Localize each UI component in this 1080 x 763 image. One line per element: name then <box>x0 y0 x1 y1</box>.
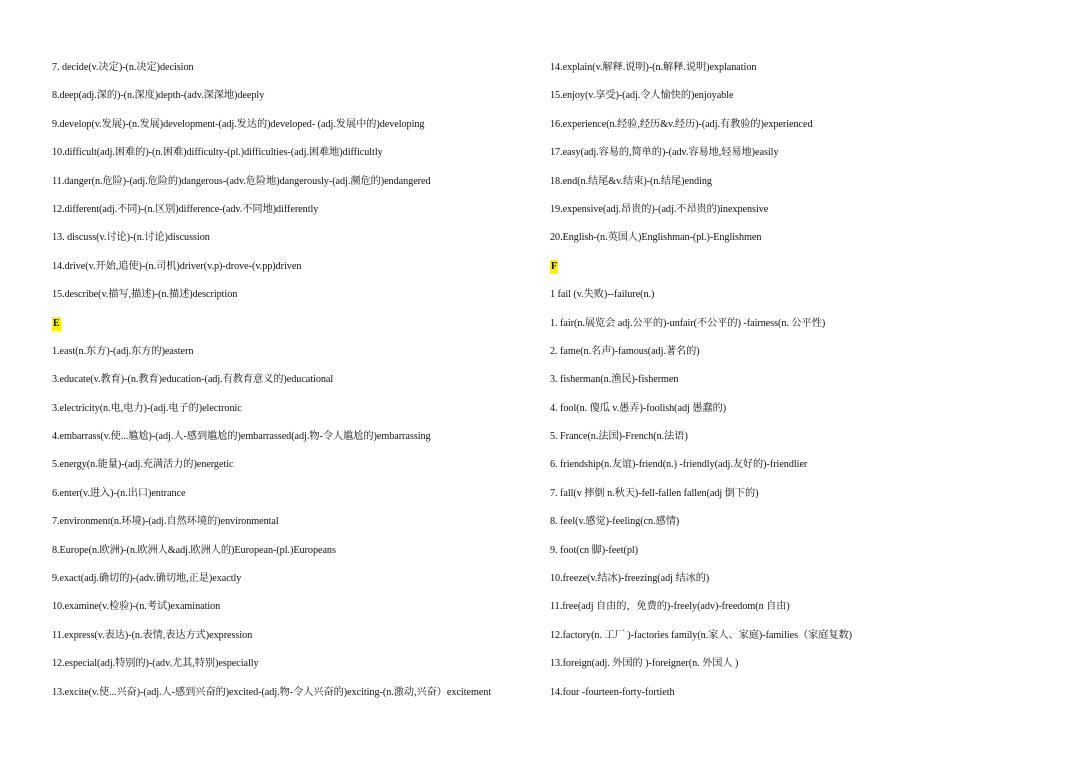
vocab-entry: 9.develop(v.发展)-(n.发展)development-(adj.发达的)developed- (adj.发展中的)developing <box>52 118 425 130</box>
vocab-entry: 6. friendship(n.友谊)-friend(n.) -friendly(adj.友好的)-friendlier <box>550 459 808 471</box>
vocab-entry: 7.environment(n.环境)-(adj.自然环境的)environmental <box>52 516 279 528</box>
vocab-entry: 1.east(n.东方)-(adj.东方的)eastern <box>52 345 194 357</box>
vocab-entry: 14.four -fourteen-forty-fortieth <box>550 686 675 698</box>
vocab-entry: 12.especial(adj.特别的)-(adv.尤其,特别)especially <box>52 658 259 670</box>
vocab-entry: 5. France(n.法国)-French(n.法语) <box>550 431 688 443</box>
vocab-entry: 9.exact(adj.确切的)-(adv.确切地,正是)exactly <box>52 573 242 585</box>
vocab-entry: 4.embarrass(v.使...尴尬)-(adj.人-感到尴尬的)embarrassed(adj.物-令人尴尬的)embarrassing <box>52 431 431 443</box>
vocab-entry: 10.difficult(adj.困难的)-(n.困难)difficulty-(pl.)difficulties-(adj.困难地)difficultly <box>52 147 383 159</box>
vocab-entry: 3.electricity(n.电,电力)-(adj.电子的)electronic <box>52 402 242 414</box>
right-column <box>550 57 1070 710</box>
vocab-entry: 7. fall(v 摔倒 n.秋天)-fell-fallen fallen(adj 倒下的) <box>550 487 759 499</box>
vocab-entry: 12.different(adj.不同)-(n.区别)difference-(adv.不同地)differently <box>52 203 319 215</box>
vocab-entry: 11.express(v.表达)-(n.表情,表达方式)expression <box>52 629 253 641</box>
vocab-entry: 16.experience(n.经验,经历&v.经历)-(adj.有教验的)experienced <box>550 118 813 130</box>
vocab-entry: 11.free(adj 自由的，免费的)-freely(adv)-freedom(n 自由) <box>550 601 790 613</box>
left-column <box>52 57 542 710</box>
vocab-entry: 8.deep(adj.深的)-(n.深度)depth-(adv.深深地)deeply <box>52 90 265 102</box>
section-letter-highlight: E <box>53 317 60 329</box>
vocab-entry: 12.factory(n. 工厂 )-factories family(n.家人、家庭)-families（家庭复数) <box>550 629 853 641</box>
vocab-entry: 8.Europe(n.欧洲)-(n.欧洲人&adj.欧洲人的)European-(pl.)Europeans <box>52 544 336 556</box>
section-letter-highlight: F <box>551 260 558 272</box>
vocab-entry: 14.explain(v.解释.说明)-(n.解释.说明)explanation <box>550 62 757 73</box>
vocab-entry: 15.enjoy(v.享受)-(adj.令人愉快的)enjoyable <box>550 90 734 102</box>
vocab-entry: 20.English-(n.英国人)Englishman-(pl.)-Englishmen <box>550 232 762 244</box>
vocab-entry: 2. fame(n.名声)-famous(adj.著名的) <box>550 345 700 357</box>
vocab-entry: 15.describe(v.描写,描述)-(n.描述)description <box>52 289 238 301</box>
vocab-entry: 1 fail (v.失败)--failure(n.) <box>550 289 655 301</box>
vocab-entry: 13.foreign(adj. 外国的 )-foreigner(n. 外国人 ) <box>550 658 739 670</box>
vocab-entry: 6.enter(v.进入)-(n.出口)entrance <box>52 487 186 499</box>
vocab-entry: 10.freeze(v.结冰)-freezing(adj 结冰的) <box>550 573 710 585</box>
vocab-entry: 18.end(n.结尾&v.结束)-(n.结尾)ending <box>550 175 712 187</box>
vocab-entry: 9. foot(cn 脚)-feet(pl) <box>550 544 639 556</box>
vocab-entry: 3.educate(v.教育)-(n.教育)education-(adj.有教育意义的)educational <box>52 374 334 386</box>
vocab-entry: 1. fair(n.展览会 adj.公平的)-unfair(不公平的) -fairness(n. 公平性) <box>550 317 826 329</box>
section-heading-e <box>52 313 542 341</box>
section-heading-f <box>550 256 1070 284</box>
vocab-entry: 7. decide(v.决定)-(n.决定)decision <box>52 62 194 73</box>
vocab-entry: 4. fool(n. 傻瓜 v.愚弄)-foolish(adj 愚蠢的) <box>550 402 727 414</box>
vocab-entry: 17.easy(adj.容易的,简单的)-(adv.容易地,轻易地)easily <box>550 147 779 159</box>
vocab-entry: 5.energy(n.能量)-(adj.充满活力的)energetic <box>52 459 234 471</box>
vocab-entry: 13.excite(v.使...兴奋)-(adj.人-感到兴奋的)excited-(adj.物-令人兴奋的)exciting-(n.激动,兴奋）excitement <box>52 686 492 698</box>
vocab-entry: 3. fisherman(n.渔民)-fishermen <box>550 374 679 386</box>
vocab-entry: 10.examine(v.检验)-(n.考试)examination <box>52 601 221 613</box>
vocab-entry: 11.danger(n.危险)-(adj.危险的)dangerous-(adv.危险地)dangerously-(adj.濒危的)endangered <box>52 175 431 187</box>
vocab-entry: 19.expensive(adj.昂贵的)-(adj.不昂贵的)inexpensive <box>550 203 769 215</box>
vocab-entry: 14.drive(v.开始,追使)-(n.司机)driver(v.p)-drove-(v.pp)driven <box>52 260 302 272</box>
vocab-entry: 8. feel(v.感觉)-feeling(cn.感情) <box>550 516 680 528</box>
vocab-entry: 13. discuss(v.讨论)-(n.讨论)discussion <box>52 232 210 244</box>
